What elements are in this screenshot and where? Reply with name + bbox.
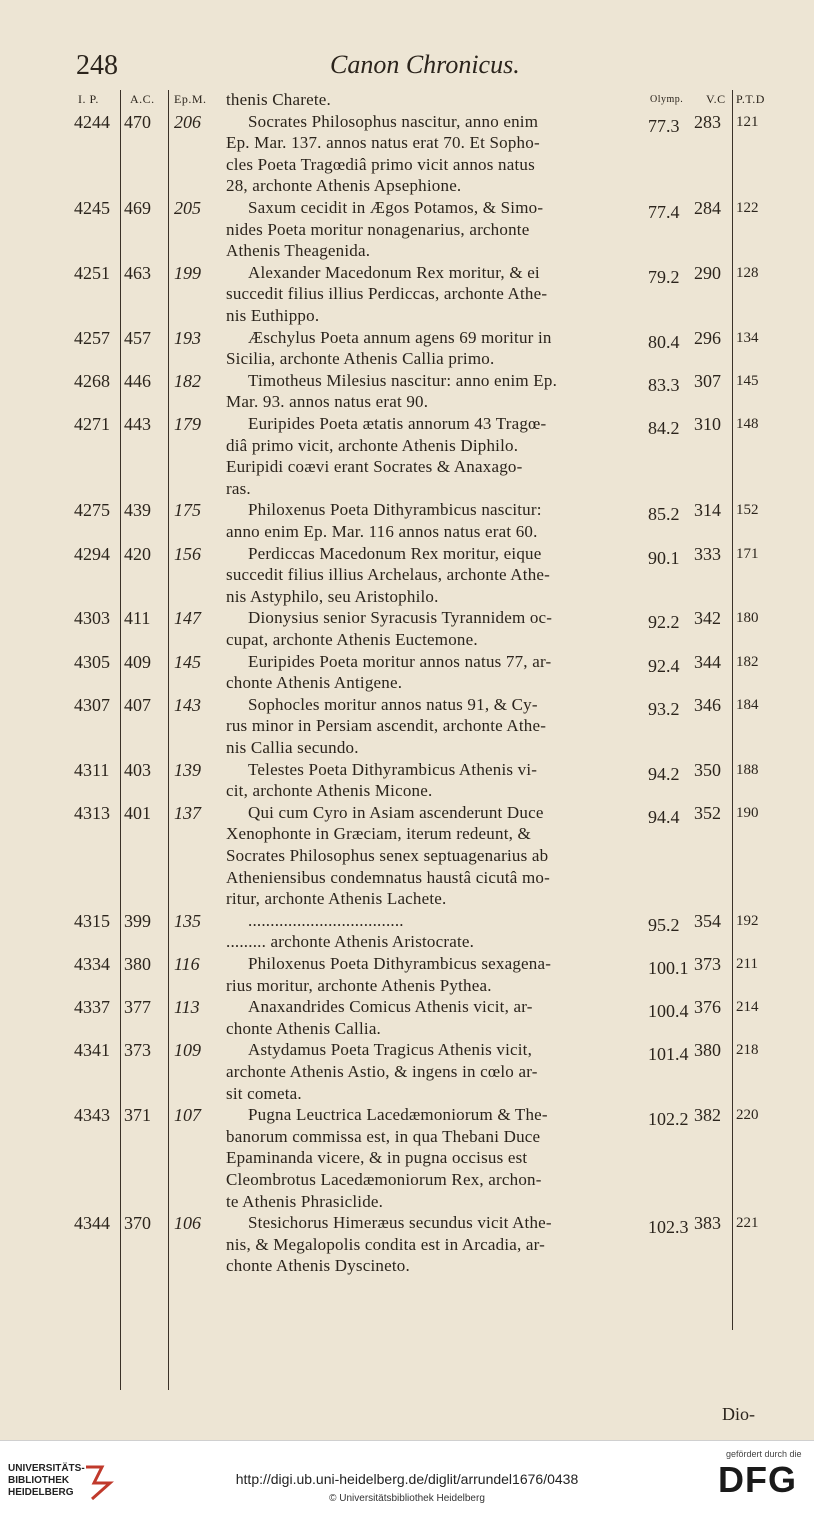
year-ip: 4294 [74, 543, 110, 564]
year-ptd: 220 [736, 1107, 759, 1124]
entry-text-line: Euripides Poeta moritur annos natus 77, ar- [248, 651, 552, 671]
year-epm: 206 [174, 111, 201, 132]
year-ip: 4245 [74, 198, 110, 218]
entry-text-line: Socrates Philosophus senex septuagenarius ab [226, 846, 549, 865]
year-ip: 4271 [74, 414, 110, 434]
year-epm: 109 [174, 1040, 201, 1061]
year-ptd: 214 [736, 999, 759, 1016]
year-epm: 179 [174, 414, 201, 434]
entry-text-line: nis Euthippo. [226, 306, 320, 325]
entry-text-line: ritur, archonte Athenis Lachete. [226, 889, 447, 909]
year-ip: 4244 [74, 111, 110, 132]
year-ac: 469 [124, 198, 151, 218]
year-vc: 310 [694, 414, 721, 434]
year-vc: 354 [694, 910, 721, 931]
year-ip: 4268 [74, 370, 110, 391]
year-ptd: 128 [736, 264, 759, 281]
entry-text-line: chonte Athenis Antigene. [226, 673, 403, 693]
entry-text-line: ................................... [248, 910, 404, 930]
year-ac: 371 [124, 1105, 151, 1126]
entry-text-line: Mar. 93. annos natus erat 90. [226, 392, 429, 412]
year-ptd: 211 [736, 956, 758, 972]
year-ptd: 192 [736, 912, 759, 929]
olympiad: 93.2 [648, 698, 680, 719]
entry-text-line: Telestes Poeta Dithyrambicus Athenis vi- [248, 759, 538, 779]
year-epm: 106 [174, 1213, 201, 1234]
olympiad: 92.2 [648, 612, 680, 633]
entry-text-line: Anaxandrides Comicus Athenis vicit, ar- [248, 997, 533, 1017]
year-vc: 307 [694, 370, 721, 391]
year-ac: 380 [124, 954, 151, 974]
year-ptd: 221 [736, 1215, 759, 1232]
catchword: Dio- [722, 1404, 755, 1424]
entry-text-line: ......... archonte Athenis Aristocrate. [226, 932, 475, 952]
year-vc: 383 [694, 1213, 721, 1234]
entry-text-line: chonte Athenis Callia. [226, 1018, 382, 1038]
entry-text-line: Atheniensibus condemnatus haustâ cicutâ mo- [226, 867, 550, 887]
olympiad: 85.2 [648, 504, 680, 525]
year-ip: 4257 [74, 327, 110, 348]
year-ac: 411 [124, 608, 151, 629]
year-ac: 439 [124, 500, 151, 521]
column-header-olymp: Olymp. [650, 94, 684, 105]
year-ptd: 145 [736, 372, 759, 389]
year-epm: 107 [174, 1105, 201, 1126]
column-rule-ip [120, 90, 121, 1390]
entry-text-line: chonte Athenis Dyscineto. [226, 1256, 410, 1276]
olympiad: 80.4 [648, 331, 680, 352]
year-vc: 333 [694, 543, 721, 564]
year-ip: 4313 [74, 802, 110, 823]
entry-text-line: Cleombrotus Lacedæmoniorum Rex, archon- [226, 1170, 542, 1189]
year-epm: 116 [174, 954, 200, 974]
entry-text-line: Epaminanda vicere, & in pugna occisus est [226, 1148, 528, 1168]
year-vc: 373 [694, 954, 721, 974]
entry-text-line: nis, & Megalopolis condita est in Arcadia, ar- [226, 1234, 546, 1254]
entry-text-line: Dionysius senior Syracusis Tyrannidem oc- [248, 608, 553, 628]
olympiad: 100.1 [648, 958, 689, 978]
entry-text-line: Philoxenus Poeta Dithyrambicus sexagena- [248, 954, 552, 973]
year-ac: 446 [124, 370, 151, 391]
entry-text-line: nis Callia secundo. [226, 738, 359, 757]
year-vc: 342 [694, 608, 721, 629]
entry-text-line: sit cometa. [226, 1083, 302, 1103]
entry-text-line: rius moritur, archonte Athenis Pythea. [226, 975, 492, 995]
entry-text-line: nis Astyphilo, seu Aristophilo. [226, 586, 439, 606]
entry-text-line: Timotheus Milesius nascitur: anno enim Ep. [248, 370, 558, 390]
year-epm: 156 [174, 543, 201, 564]
column-header-vc: V.C [706, 92, 726, 106]
entry-text-line: ras. [226, 478, 251, 498]
year-ptd: 152 [736, 502, 759, 519]
olympiad: 101.4 [648, 1044, 689, 1065]
olympiad: 94.2 [648, 763, 680, 784]
year-vc: 346 [694, 694, 721, 715]
year-ptd: 180 [736, 610, 759, 627]
column-header-epm: Ep.M. [174, 92, 207, 106]
year-ac: 409 [124, 651, 151, 672]
year-ptd: 121 [736, 113, 759, 130]
year-vc: 296 [694, 327, 721, 348]
entry-text-line: anno enim Ep. Mar. 116 annos natus erat 60. [226, 522, 538, 541]
year-ip: 4315 [74, 910, 110, 931]
year-ac: 470 [124, 111, 151, 132]
year-vc: 314 [694, 500, 721, 521]
entry-text-line: Stesichorus Himeræus secundus vicit Athe- [248, 1213, 552, 1233]
year-epm: 175 [174, 500, 201, 521]
entry-text-line: Saxum cecidit in Ægos Potamos, & Simo- [248, 198, 544, 217]
entry-text-line: cles Poeta Tragœdiâ primo vicit annos natus [226, 154, 535, 174]
year-ip: 4275 [74, 500, 110, 521]
year-ac: 399 [124, 910, 151, 931]
olympiad: 95.2 [648, 914, 680, 935]
copyright-notice: © Universitätsbibliothek Heidelberg [329, 1493, 485, 1504]
entry-text-line: Athenis Theagenida. [226, 241, 371, 261]
column-rule-ac [168, 90, 169, 1390]
year-epm: 205 [174, 198, 201, 218]
sponsor-label: gefördert durch die [726, 1449, 802, 1459]
entry-text-line: Ep. Mar. 137. annos natus erat 70. Et Sopho- [226, 133, 540, 153]
dfg-logo: DFG [718, 1459, 797, 1500]
year-epm: 137 [174, 802, 201, 823]
year-vc: 380 [694, 1040, 721, 1061]
year-epm: 113 [174, 997, 200, 1018]
viewer-footer [0, 1440, 814, 1518]
year-ac: 463 [124, 262, 151, 283]
year-ip: 4305 [74, 651, 110, 672]
entry-text-line: te Athenis Phrasiclide. [226, 1191, 384, 1211]
library-name-line: HEIDELBERG [8, 1487, 74, 1498]
year-ip: 4311 [74, 759, 110, 780]
olympiad: 83.3 [648, 374, 680, 395]
olympiad: 77.4 [648, 202, 680, 222]
year-ip: 4343 [74, 1105, 110, 1126]
year-ip: 4344 [74, 1213, 110, 1234]
year-epm: 145 [174, 651, 201, 672]
olympiad: 102.3 [648, 1217, 689, 1238]
year-ac: 443 [124, 414, 151, 434]
olympiad: 102.2 [648, 1109, 689, 1130]
year-ptd: 122 [736, 200, 759, 216]
entry-text-line: Æschylus Poeta annum agens 69 moritur in [248, 327, 552, 347]
year-epm: 199 [174, 262, 201, 283]
year-vc: 344 [694, 651, 721, 672]
entry-text-line: 28, archonte Athenis Apsephione. [226, 176, 462, 196]
olympiad: 100.4 [648, 1001, 689, 1022]
entry-text-line: Qui cum Cyro in Asiam ascenderunt Duce [248, 802, 544, 822]
entry-text-line: banorum commissa est, in qua Thebani Duce [226, 1126, 541, 1146]
column-header-ptd: P.T.D [736, 92, 765, 106]
year-ip: 4334 [74, 954, 110, 974]
entry-text-line: archonte Athenis Astio, & ingens in cœlo ar- [226, 1062, 538, 1081]
year-epm: 193 [174, 327, 201, 348]
year-epm: 135 [174, 910, 201, 931]
year-vc: 350 [694, 759, 721, 780]
running-head: Canon Chronicus. [330, 50, 520, 79]
year-ac: 401 [124, 802, 151, 823]
year-ac: 457 [124, 327, 151, 348]
year-ac: 377 [124, 997, 151, 1018]
year-vc: 382 [694, 1105, 721, 1126]
year-ptd: 134 [736, 329, 759, 346]
year-epm: 147 [174, 608, 201, 629]
year-ac: 407 [124, 694, 151, 715]
olympiad: 77.3 [648, 115, 680, 136]
year-ptd: 188 [736, 761, 759, 778]
year-vc: 283 [694, 111, 721, 132]
year-ptd: 190 [736, 804, 759, 821]
entry-text-line: diâ primo vicit, archonte Athenis Diphilo. [226, 435, 519, 455]
library-name-line: UNIVERSITÄTS- [8, 1463, 85, 1474]
entry-text-line: rus minor in Persiam ascendit, archonte Athe- [226, 716, 547, 736]
entry-text-line: nides Poeta moritur nonagenarius, archonte [226, 219, 530, 239]
year-vc: 352 [694, 802, 721, 823]
entry-text-line: succedit filius illius Perdiccas, archonte Athe- [226, 284, 548, 304]
year-ptd: 171 [736, 545, 759, 562]
entry-text-line: Philoxenus Poeta Dithyrambicus nascitur: [248, 500, 542, 520]
entry-text-line: succedit filius illius Archelaus, archonte Athe- [226, 565, 551, 585]
year-ac: 370 [124, 1213, 151, 1234]
entry-text-line: Euripidi coævi erant Socrates & Anaxago- [226, 457, 523, 477]
year-ptd: 148 [736, 416, 759, 432]
year-epm: 182 [174, 370, 201, 391]
olympiad: 92.4 [648, 655, 680, 676]
library-name-line: BIBLIOTHEK [8, 1475, 70, 1486]
entry-text-line: cit, archonte Athenis Micone. [226, 781, 433, 801]
entry-text-line: cupat, archonte Athenis Euctemone. [226, 630, 478, 649]
entry-text-line: thenis Charete. [226, 90, 331, 109]
entry-text-line: Sophocles moritur annos natus 91, & Cy- [248, 694, 538, 714]
year-ip: 4307 [74, 694, 110, 715]
year-ip: 4337 [74, 997, 110, 1018]
entry-text-line: Alexander Macedonum Rex moritur, & ei [248, 262, 540, 282]
entry-text-line: Sicilia, archonte Athenis Callia primo. [226, 349, 495, 369]
entry-text-line: Socrates Philosophus nascitur, anno enim [248, 111, 539, 131]
year-epm: 139 [174, 759, 201, 780]
page-number: 248 [76, 50, 118, 81]
year-ac: 420 [124, 543, 151, 564]
year-vc: 284 [694, 198, 721, 218]
olympiad: 94.4 [648, 806, 680, 827]
entry-text-line: Perdiccas Macedonum Rex moritur, eique [248, 543, 542, 563]
entry-text-line: Pugna Leuctrica Lacedæmoniorum & The- [248, 1105, 548, 1125]
year-ptd: 218 [736, 1042, 759, 1059]
column-header-ip: I. P. [78, 92, 99, 106]
column-rule-ptd [732, 90, 733, 1330]
year-ptd: 184 [736, 696, 759, 713]
column-header-ac: A.C. [130, 92, 155, 106]
year-ptd: 182 [736, 653, 759, 670]
year-epm: 143 [174, 694, 201, 715]
permalink-url[interactable]: http://digi.ub.uni-heidelberg.de/diglit/arrundel1676/0438 [235, 1471, 579, 1487]
olympiad: 84.2 [648, 418, 680, 438]
year-vc: 376 [694, 997, 721, 1018]
olympiad: 90.1 [648, 547, 680, 568]
olympiad: 79.2 [648, 266, 680, 287]
year-ac: 373 [124, 1040, 151, 1061]
entry-text-line: Xenophonte in Græciam, iterum redeunt, & [226, 824, 531, 844]
year-ip: 4341 [74, 1040, 110, 1061]
year-vc: 290 [694, 262, 721, 283]
year-ip: 4303 [74, 608, 110, 629]
entry-text-line: Astydamus Poeta Tragicus Athenis vicit, [248, 1040, 533, 1060]
year-ip: 4251 [74, 262, 110, 283]
entry-text-line: Euripides Poeta ætatis annorum 43 Tragœ- [248, 414, 547, 433]
year-ac: 403 [124, 759, 151, 780]
